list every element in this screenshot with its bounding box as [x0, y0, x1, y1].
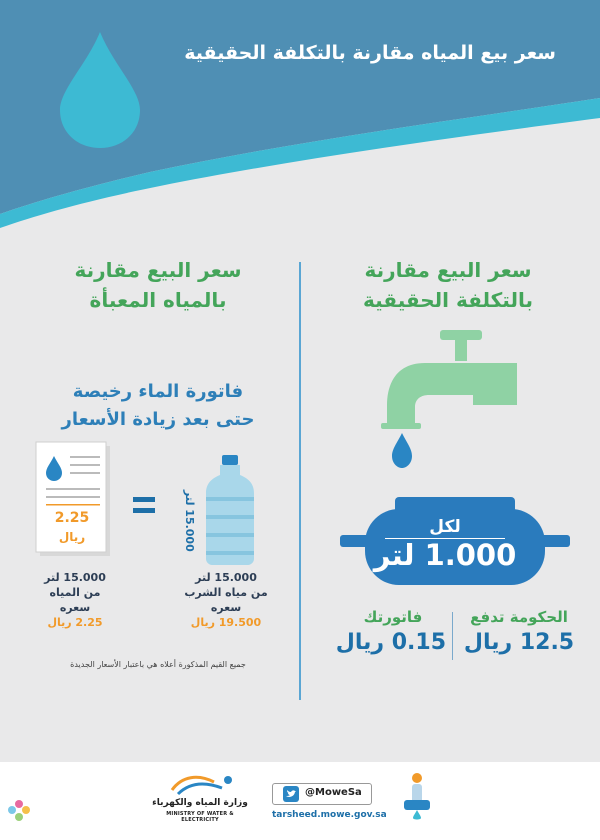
government-pays-value: 12.5 ريال: [463, 630, 575, 655]
right-heading-line1: سعر البيع مقارنة: [364, 258, 532, 282]
bottle-caption-line2: من مياه الشرب: [184, 586, 268, 599]
bill-caption-price: 2.25 ريال: [47, 616, 103, 629]
government-pays-label: الحكومة تدفع: [470, 608, 568, 626]
tap-icon: [375, 325, 520, 475]
page-title: سعر بيع المياه مقارنة بالتكلفة الحقيقية: [184, 42, 556, 64]
ministry-logo: [168, 772, 240, 798]
twitter-icon: [283, 786, 299, 802]
twitter-handle[interactable]: @MoweSa: [305, 787, 362, 798]
website-link[interactable]: tarsheed.mowe.gov.sa: [272, 810, 387, 820]
ministry-name-ar: وزارة المياه والكهرباء: [152, 798, 248, 808]
water-bottle-icon: [200, 455, 260, 565]
bill-price: 2.25: [54, 510, 90, 526]
bill-caption-line1: 15.000 لتر: [44, 571, 106, 584]
left-heading-line1: سعر البيع مقارنة: [74, 258, 242, 282]
bottle-label: 15.000 لتر: [183, 490, 196, 552]
your-bill-label: فاتورتك: [363, 608, 423, 626]
right-heading-line2: بالتكلفة الحقيقية: [363, 288, 533, 312]
equals-sign: [133, 497, 155, 519]
tarsheed-logo: [400, 770, 434, 820]
left-subheading: [22, 378, 294, 434]
left-subheading-line1: فاتورة الماء رخيصة: [72, 381, 244, 402]
bottle-caption-price: 19.500 ريال: [190, 616, 262, 629]
bill-caption: [30, 570, 120, 630]
bill-unit: ريال: [58, 530, 86, 544]
footnote: جميع القيم المذكورة أعلاه هي باعتبار الأسعار الجديدة: [70, 660, 246, 669]
payment-separator: [452, 612, 453, 660]
water-drop-icon: [58, 30, 142, 150]
watermark-flower: [6, 798, 32, 824]
column-divider: [299, 262, 301, 700]
tank-amount: 1.000 لتر: [373, 538, 517, 572]
right-heading: [318, 255, 578, 315]
bill-caption-line3: سعره: [59, 601, 91, 614]
ministry-name-en: MINISTRY OF WATER & ELECTRICITY: [166, 811, 234, 823]
bottle-caption: [176, 570, 276, 630]
left-heading-line2: بالمياه المعبأة: [89, 288, 227, 312]
bottle-caption-line1: 15.000 لتر: [195, 571, 257, 584]
left-subheading-line2: حتى بعد زيادة الأسعار: [61, 409, 255, 430]
bottle-caption-line3: سعره: [210, 601, 242, 614]
your-bill-value: 0.15 ريال: [335, 630, 446, 655]
tank-label: لكل: [429, 517, 461, 537]
bill-caption-line2: من المياه: [49, 586, 101, 599]
bottle-label-box: [178, 490, 198, 560]
left-heading: [22, 255, 294, 315]
